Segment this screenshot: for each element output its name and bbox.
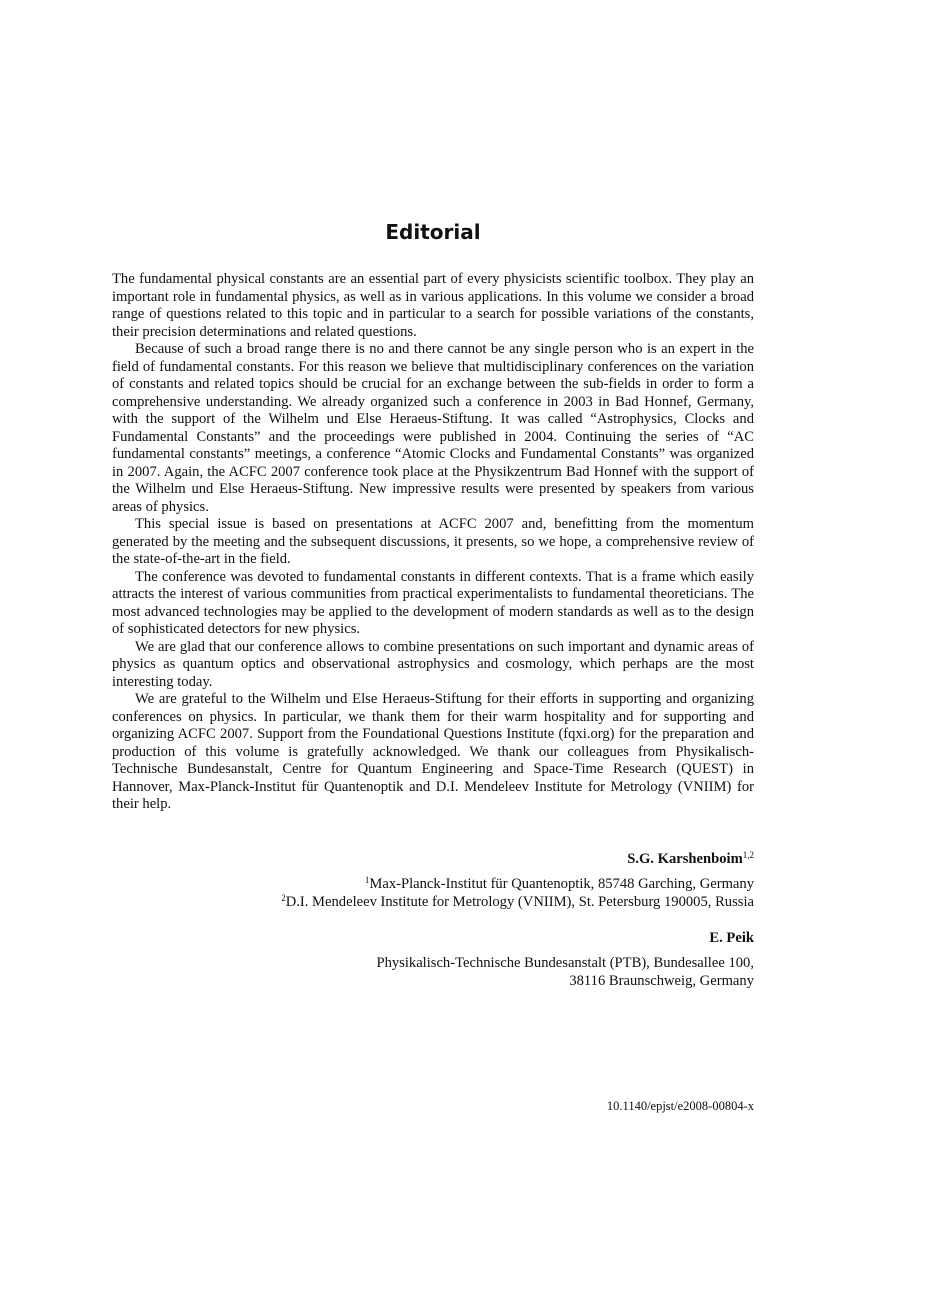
author-name-text: S.G. Karshenboim: [627, 851, 743, 867]
affiliation-peik-line-2: 38116 Braunschweig, Germany: [569, 972, 754, 989]
paragraph-4: The conference was devoted to fundamental constants in different contexts. That is a frame which easily attracts the interest of various communities from practical experimentalists to fundamental theoreticians. The most advanced technologies may be applied to the development of modern standards as well as to the design of sophisticated detectors for new physics.: [112, 568, 754, 637]
affiliations-karshenboim: [112, 876, 754, 911]
editorial-body: [112, 271, 754, 814]
author-name-peik: E. Peik: [709, 930, 754, 946]
paragraph-3: This special issue is based on presentations at ACFC 2007 and, benefitting from the momentum generated by the meeting and the subsequent discussions, it presents, so we hope, a comprehensive review of the state-of-the-art in the field.: [112, 516, 754, 567]
affiliation-2-text: D.I. Mendeleev Institute for Metrology (VNIIM), St. Petersburg 190005, Russia: [285, 893, 754, 910]
author-affiliation-marks: 1,2: [742, 850, 754, 860]
author-block-peik: [112, 930, 754, 948]
paragraph-5: We are glad that our conference allows to combine presentations on such important and dynamic areas of physics as quantum optics and observational astrophysics and cosmology, which perhaps are the most interesting today.: [112, 638, 754, 690]
affiliation-peik-line-1: Physikalisch-Technische Bundesanstalt (PTB), Bundesallee 100,: [376, 955, 754, 971]
page-title: Editorial: [385, 220, 481, 244]
paragraph-1: The fundamental physical constants are an essential part of every physicists scientific toolbox. They play an important role in fundamental physics, as well as in various applications. In this volume we consider a broad range of questions related to this topic and in particular to a search for possible variations of the constants, their precision determinations and related questions.: [112, 271, 754, 340]
affiliation-2: [112, 894, 754, 912]
paragraph-6: We are grateful to the Wilhelm und Else Heraeus-Stiftung for their efforts in supporting and organizing conferences on physics. In particular, we thank them for their warm hospitality and for supporting and organizing ACFC 2007. Support from the Foundational Questions Institute (fqxi.org) for the preparation and production of this volume is gratefully acknowledged. We thank our colleagues from Physikalisch-Technische Bundesanstalt, Centre for Quantum Engineering and Space-Time Research (QUEST) in Hannover, Max-Planck-Institut für Quantenoptik and D.I. Mendeleev Institute for Metrology (VNIIM) for their help.: [112, 691, 754, 812]
paragraph-2: Because of such a broad range there is no and there cannot be any single person who is an expert in the field of fundamental constants. For this reason we believe that multidisciplinary conferences on the variation of constants and related topics should be crucial for an exchange between the sub-fields in order to form a comprehensive understanding. We already organized such a conference in 2003 in Bad Honnef, Germany, with the support of the Wilhelm und Else Heraeus-Stiftung. It was called “Astrophysics, Clocks and Fundamental Constants” and the proceedings were published in 2004. Continuing the series of “AC fundamental constants” meetings, a conference “Atomic Clocks and Fundamental Constants” was organized in 2007. Again, the ACFC 2007 conference took place at the Physikzentrum Bad Honnef with the support of the Wilhelm und Else Heraeus-Stiftung. New impressive results were presented by speakers from various areas of physics.: [112, 341, 754, 515]
doi: 10.1140/epjst/e2008-00804-x: [606, 1099, 754, 1113]
affiliation-1-text: Max-Planck-Institut für Quantenoptik, 85748 Garching, Germany: [369, 876, 754, 892]
affiliation-2-mark: 2: [281, 892, 286, 903]
author-name-karshenboim: [627, 851, 754, 867]
author-block-karshenboim: [112, 851, 754, 869]
affiliations-peik: [112, 955, 754, 990]
affiliation-1-mark: 1: [364, 875, 370, 885]
affiliation-1: [112, 876, 754, 894]
